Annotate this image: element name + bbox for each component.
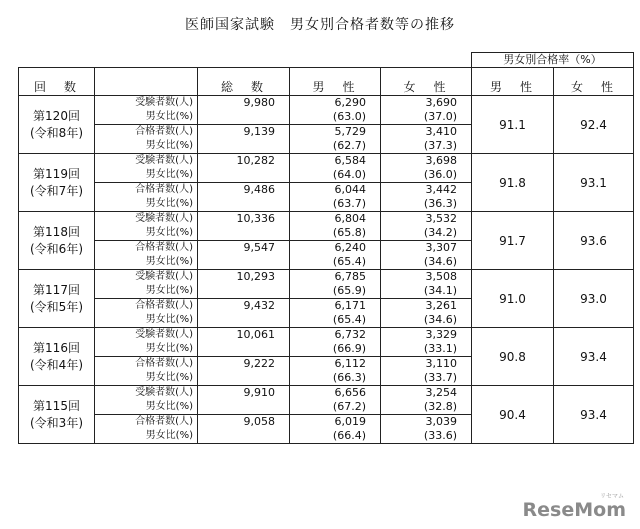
passers-total: 9,432: [198, 299, 290, 314]
examinees-male: 6,584: [290, 154, 381, 169]
examinees-ratio-label: 男女比(%): [95, 168, 198, 183]
round-number: 第115回: [33, 398, 80, 413]
passers-female: 3,410: [381, 125, 472, 140]
examinees-label: 受験者数(人): [95, 96, 198, 111]
round-era: (令和4年): [30, 357, 83, 372]
rate-group-header: 男女別合格率（%）: [472, 53, 634, 68]
examinees-total: 10,061: [198, 328, 290, 343]
pass-rate-male: 90.8: [472, 328, 554, 386]
passers-male-pct: (65.4): [290, 255, 381, 270]
examinees-ratio-blank: [198, 284, 290, 299]
examinees-label: 受験者数(人): [95, 154, 198, 169]
examinees-ratio-label: 男女比(%): [95, 342, 198, 357]
passers-male: 6,044: [290, 183, 381, 198]
pass-rate-male: 91.1: [472, 96, 554, 154]
passers-label: 合格者数(人): [95, 125, 198, 140]
examinees-female-pct: (37.0): [381, 110, 472, 125]
header-rate-male: 男 性: [472, 78, 554, 96]
examinees-female: 3,698: [381, 154, 472, 169]
round-era: (令和8年): [30, 125, 83, 140]
examinees-female-pct: (33.1): [381, 342, 472, 357]
examinees-total: 9,910: [198, 386, 290, 401]
passers-label: 合格者数(人): [95, 357, 198, 372]
passers-female: 3,110: [381, 357, 472, 372]
examinees-female: 3,329: [381, 328, 472, 343]
passers-female-pct: (34.6): [381, 313, 472, 328]
resemom-logo: [522, 493, 626, 521]
pass-rate-female: 93.1: [554, 154, 634, 212]
examinees-male-pct: (66.9): [290, 342, 381, 357]
pass-rate-female: 93.4: [554, 328, 634, 386]
rate-group-header-row: [19, 53, 634, 68]
passers-female: 3,307: [381, 241, 472, 256]
round-cell: [19, 96, 95, 154]
table-row: [19, 328, 634, 343]
table-row: [19, 270, 634, 285]
passers-male: 6,112: [290, 357, 381, 372]
round-number: 第119回: [33, 166, 80, 181]
pass-rate-male: 90.4: [472, 386, 554, 444]
passers-ratio-label: 男女比(%): [95, 139, 198, 154]
examinees-male: 6,804: [290, 212, 381, 227]
passers-male: 6,240: [290, 241, 381, 256]
passers-female-pct: (33.7): [381, 371, 472, 386]
examinees-label: 受験者数(人): [95, 328, 198, 343]
examinees-male-pct: (64.0): [290, 168, 381, 183]
passers-male: 6,019: [290, 415, 381, 430]
passers-female: 3,039: [381, 415, 472, 430]
header-female: 女 性: [381, 78, 472, 96]
round-number: 第117回: [33, 282, 80, 297]
header-male: 男 性: [290, 78, 381, 96]
header-total: 総 数: [198, 78, 290, 96]
examinees-female: 3,532: [381, 212, 472, 227]
examinees-male: 6,732: [290, 328, 381, 343]
examinees-ratio-label: 男女比(%): [95, 400, 198, 415]
passers-total: 9,222: [198, 357, 290, 372]
examinees-male: 6,656: [290, 386, 381, 401]
examinees-label: 受験者数(人): [95, 270, 198, 285]
passers-ratio-blank: [198, 313, 290, 328]
examinees-total: 10,336: [198, 212, 290, 227]
pass-rate-female: 93.4: [554, 386, 634, 444]
examinees-ratio-label: 男女比(%): [95, 110, 198, 125]
page-title: 医師国家試験 男女別合格者数等の推移: [185, 17, 455, 33]
passers-ratio-blank: [198, 429, 290, 444]
pass-rate-male: 91.8: [472, 154, 554, 212]
round-cell: [19, 386, 95, 444]
examinees-male-pct: (63.0): [290, 110, 381, 125]
examinees-male: 6,290: [290, 96, 381, 111]
passers-male-pct: (65.4): [290, 313, 381, 328]
passers-male-pct: (63.7): [290, 197, 381, 212]
passers-label: 合格者数(人): [95, 299, 198, 314]
passers-female: 3,261: [381, 299, 472, 314]
examinees-ratio-blank: [198, 400, 290, 415]
pass-rate-male: 91.7: [472, 212, 554, 270]
logo-subtext: リセマム: [600, 493, 624, 500]
passers-female: 3,442: [381, 183, 472, 198]
table-body: [19, 53, 634, 444]
examinees-ratio-label: 男女比(%): [95, 226, 198, 241]
passers-ratio-blank: [198, 371, 290, 386]
examinees-ratio-label: 男女比(%): [95, 284, 198, 299]
passers-total: 9,139: [198, 125, 290, 140]
examinees-label: 受験者数(人): [95, 212, 198, 227]
round-cell: [19, 270, 95, 328]
examinees-female-pct: (34.2): [381, 226, 472, 241]
header-rate-female: 女 性: [554, 78, 634, 96]
round-cell: [19, 154, 95, 212]
passers-label: 合格者数(人): [95, 241, 198, 256]
examinees-label: 受験者数(人): [95, 386, 198, 401]
exam-results-table: [18, 52, 634, 444]
passers-male: 6,171: [290, 299, 381, 314]
table-row: [19, 212, 634, 227]
examinees-male-pct: (65.8): [290, 226, 381, 241]
header-category: [95, 78, 198, 96]
examinees-total: 10,282: [198, 154, 290, 169]
examinees-female: 3,508: [381, 270, 472, 285]
table-row: [19, 96, 634, 111]
round-era: (令和7年): [30, 183, 83, 198]
round-era: (令和5年): [30, 299, 83, 314]
round-number: 第118回: [33, 224, 80, 239]
round-cell: [19, 328, 95, 386]
examinees-ratio-blank: [198, 110, 290, 125]
passers-ratio-blank: [198, 139, 290, 154]
passers-female-pct: (36.3): [381, 197, 472, 212]
examinees-female-pct: (32.8): [381, 400, 472, 415]
round-number: 第120回: [33, 108, 80, 123]
table-row: [19, 386, 634, 401]
examinees-ratio-blank: [198, 168, 290, 183]
passers-ratio-label: 男女比(%): [95, 313, 198, 328]
examinees-total: 10,293: [198, 270, 290, 285]
round-cell: [19, 212, 95, 270]
column-header-row: [19, 78, 634, 96]
examinees-female-pct: (36.0): [381, 168, 472, 183]
examinees-ratio-blank: [198, 226, 290, 241]
examinees-male-pct: (65.9): [290, 284, 381, 299]
passers-male: 5,729: [290, 125, 381, 140]
passers-ratio-label: 男女比(%): [95, 197, 198, 212]
round-number: 第116回: [33, 340, 80, 355]
passers-ratio-label: 男女比(%): [95, 429, 198, 444]
examinees-male-pct: (67.2): [290, 400, 381, 415]
passers-total: 9,058: [198, 415, 290, 430]
passers-ratio-label: 男女比(%): [95, 255, 198, 270]
passers-male-pct: (62.7): [290, 139, 381, 154]
passers-total: 9,547: [198, 241, 290, 256]
passers-label: 合格者数(人): [95, 415, 198, 430]
passers-male-pct: (66.3): [290, 371, 381, 386]
passers-ratio-blank: [198, 197, 290, 212]
passers-female-pct: (33.6): [381, 429, 472, 444]
round-era: (令和6年): [30, 241, 83, 256]
passers-female-pct: (37.3): [381, 139, 472, 154]
passers-ratio-label: 男女比(%): [95, 371, 198, 386]
pass-rate-female: 92.4: [554, 96, 634, 154]
pass-rate-female: 93.0: [554, 270, 634, 328]
examinees-female: 3,690: [381, 96, 472, 111]
pass-rate-male: 91.0: [472, 270, 554, 328]
examinees-male: 6,785: [290, 270, 381, 285]
examinees-female: 3,254: [381, 386, 472, 401]
logo-text: ReseMom: [522, 499, 626, 521]
passers-male-pct: (66.4): [290, 429, 381, 444]
spacer-header-row: [19, 68, 634, 79]
pass-rate-female: 93.6: [554, 212, 634, 270]
passers-female-pct: (34.6): [381, 255, 472, 270]
round-era: (令和3年): [30, 415, 83, 430]
examinees-ratio-blank: [198, 342, 290, 357]
passers-label: 合格者数(人): [95, 183, 198, 198]
header-round: 回 数: [19, 78, 95, 96]
examinees-female-pct: (34.1): [381, 284, 472, 299]
passers-ratio-blank: [198, 255, 290, 270]
examinees-total: 9,980: [198, 96, 290, 111]
passers-total: 9,486: [198, 183, 290, 198]
table-row: [19, 154, 634, 169]
